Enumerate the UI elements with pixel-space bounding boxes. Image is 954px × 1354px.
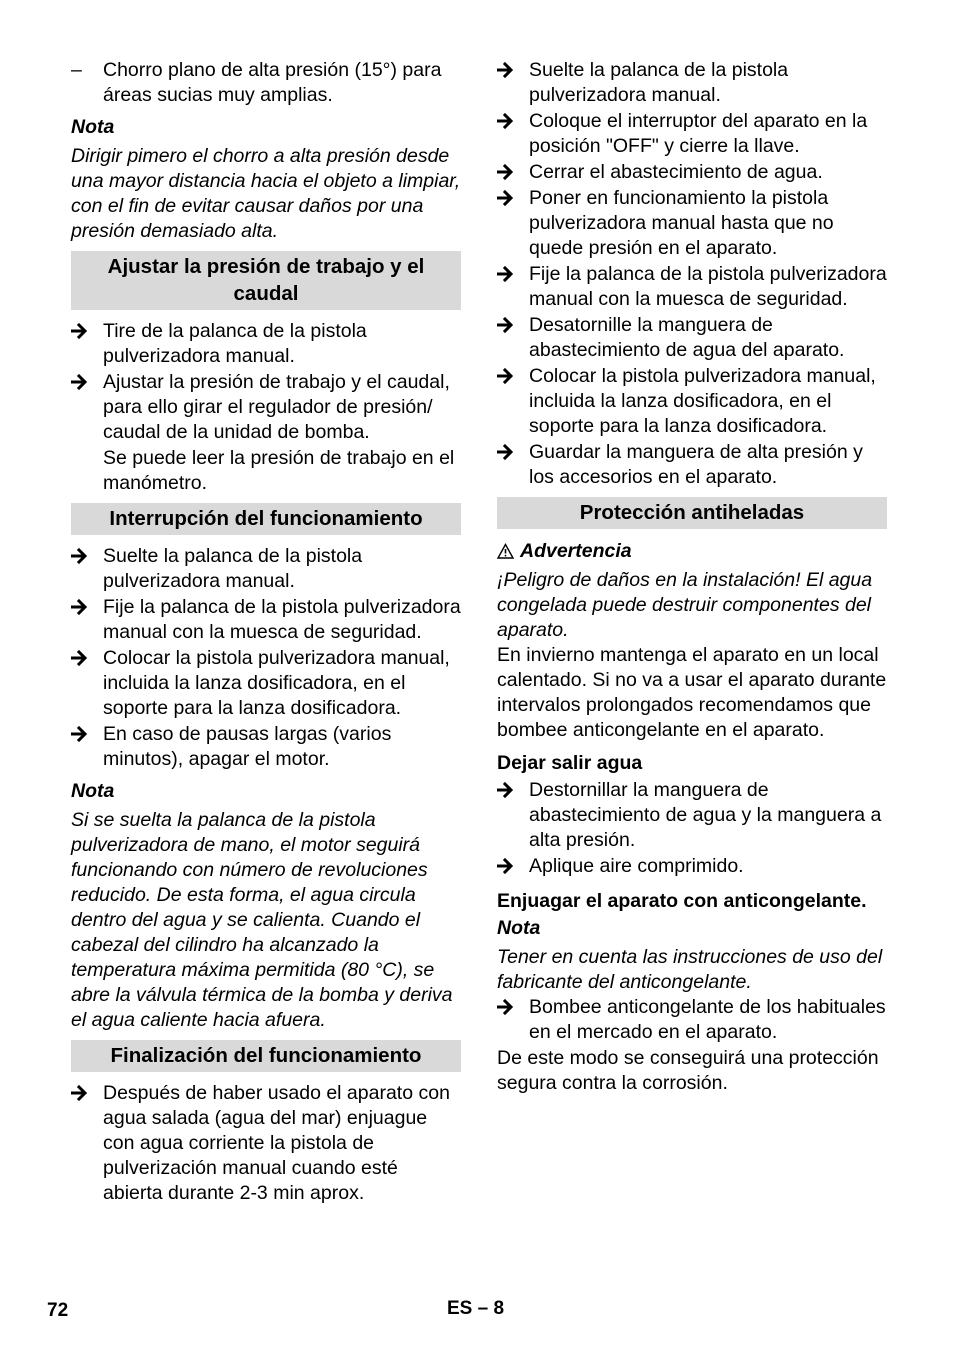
list-item-text: Tire de la palanca de la pistola pulverizadora manual. xyxy=(103,320,367,367)
subheading-antifreeze: Enjuagar el aparato con anticongelante. xyxy=(497,890,867,912)
arrow-right-icon xyxy=(497,186,525,206)
list-item xyxy=(71,544,461,594)
warning-triangle-icon xyxy=(497,540,520,562)
list-item xyxy=(71,1081,461,1206)
arrow-right-icon xyxy=(71,544,99,564)
list-item xyxy=(71,58,461,108)
note-text: Tener en cuenta las instrucciones de uso del fabricante del anticongelante. xyxy=(497,946,883,993)
arrow-right-icon xyxy=(71,1081,99,1101)
list-item xyxy=(497,364,887,439)
list-item xyxy=(71,722,461,772)
paragraph: Se puede leer la presión de trabajo en el manómetro. xyxy=(103,447,455,494)
interruption-steps xyxy=(71,544,461,772)
list-item-text: Colocar la pistola pulverizadora manual, incluida la lanza dosificadora, en el soporte para la lanza dosificadora. xyxy=(529,365,876,437)
drain-steps xyxy=(497,778,887,879)
note-text: Dirigir pimero el chorro a alta presión desde una mayor distancia hacia el objeto a limpiar, con el fin de evitar causar daños por una presión demasiado alta. xyxy=(71,145,461,242)
arrow-right-icon xyxy=(497,364,525,384)
list-item-text: Aplique aire comprimido. xyxy=(529,855,744,877)
list-item-text: En caso de pausas largas (varios minutos), apagar el motor. xyxy=(103,723,392,770)
list-item-text: Colocar la pistola pulverizadora manual, incluida la lanza dosificadora, en el soporte para la lanza dosificadora. xyxy=(103,647,450,719)
arrow-right-icon xyxy=(497,58,525,78)
list-item-text: Después de haber usado el aparato con agua salada (agua del mar) enjuague con agua corriente la pistola de pulverización manual cuando esté abierta durante 2-3 min aprox. xyxy=(103,1082,450,1204)
list-item-text: Suelte la palanca de la pistola pulverizadora manual. xyxy=(103,545,363,592)
arrow-right-icon xyxy=(497,440,525,460)
arrow-right-icon xyxy=(497,109,525,129)
warning-label xyxy=(497,539,887,564)
list-item-text: Coloque el interruptor del aparato en la posición "OFF" y cierre la llave. xyxy=(529,110,868,157)
list-item xyxy=(71,370,461,445)
shutdown-steps xyxy=(71,1081,461,1206)
arrow-right-icon xyxy=(497,778,525,798)
list-item xyxy=(71,646,461,721)
shutdown-steps-continued xyxy=(497,58,887,490)
list-item-text: Suelte la palanca de la pistola pulverizadora manual. xyxy=(529,59,789,106)
list-item-text: Chorro plano de alta presión (15°) para áreas sucias muy amplias. xyxy=(103,59,442,106)
arrow-right-icon xyxy=(71,722,99,742)
list-item-text: Fije la palanca de la pistola pulverizadora manual con la muesca de seguridad. xyxy=(529,263,887,310)
list-item-text: Guardar la manguera de alta presión y los accesorios en el aparato. xyxy=(529,441,863,488)
subheading-drain-water: Dejar salir agua xyxy=(497,752,643,774)
arrow-right-icon xyxy=(71,595,99,615)
language-page-label: ES – 8 xyxy=(447,1298,505,1319)
paragraph: En invierno mantenga el aparato en un local calentado. Si no va a usar el aparato durante intervalos prolongados recomendamos que bombee anticongelante en el aparato. xyxy=(497,644,887,741)
list-item xyxy=(497,58,887,108)
page-number: 72 xyxy=(47,1300,69,1321)
note-label: Nota xyxy=(71,116,115,138)
list-item xyxy=(497,778,887,853)
note-label: Nota xyxy=(497,917,541,939)
pressure-steps xyxy=(71,319,461,496)
list-item xyxy=(497,186,887,261)
right-column xyxy=(497,58,887,1096)
arrow-right-icon xyxy=(71,370,99,390)
arrow-right-icon xyxy=(497,262,525,282)
list-item xyxy=(497,313,887,363)
list-item-text: Cerrar el abastecimiento de agua. xyxy=(529,161,823,183)
section-heading-frost: Protección antiheladas xyxy=(497,497,887,529)
list-item xyxy=(497,109,887,159)
list-item xyxy=(497,440,887,490)
list-item xyxy=(497,160,887,185)
list-item-text: Poner en funcionamiento la pistola pulverizadora manual hasta que no quede presión en el aparato. xyxy=(529,187,834,259)
section-heading-interruption: Interrupción del funcionamiento xyxy=(71,503,461,535)
list-item xyxy=(71,319,461,369)
list-item-text: Desatornille la manguera de abastecimiento de agua del aparato. xyxy=(529,314,845,361)
list-item-text: Destornillar la manguera de abastecimiento de agua y la manguera a alta presión. xyxy=(529,779,882,851)
arrow-right-icon xyxy=(71,646,99,666)
note-label: Nota xyxy=(71,780,115,802)
list-item-text: Ajustar la presión de trabajo y el caudal, para ello girar el regulador de presión/ caudal de la unidad de bomba. xyxy=(103,371,450,443)
arrow-right-icon xyxy=(497,995,525,1015)
arrow-right-icon xyxy=(497,854,525,874)
arrow-right-icon xyxy=(497,313,525,333)
paragraph: De este modo se conseguirá una protección segura contra la corrosión. xyxy=(497,1047,879,1094)
list-item xyxy=(497,854,887,879)
list-item-text: Fije la palanca de la pistola pulverizadora manual con la muesca de seguridad. xyxy=(103,596,461,643)
list-item xyxy=(71,595,461,645)
antifreeze-steps xyxy=(497,995,887,1045)
section-heading-pressure: Ajustar la presión de trabajo y el caudal xyxy=(71,251,461,310)
list-item xyxy=(497,262,887,312)
dash-marker: – xyxy=(71,59,82,81)
section-heading-shutdown: Finalización del funcionamiento xyxy=(71,1040,461,1072)
list-item-text: Bombee anticongelante de los habituales en el mercado en el aparato. xyxy=(529,996,886,1043)
warning-text: ¡Peligro de daños en la instalación! El agua congelada puede destruir componentes del aparato. xyxy=(497,569,873,641)
note-text: Si se suelta la palanca de la pistola pulverizadora de mano, el motor seguirá funcionando con número de revoluciones reducido. De esta forma, el agua circula dentro del agua y se calienta. Cuando el cabezal del cilindro ha alcanzado la temperatura máxima permitida (80 °C), se abre la válvula térmica de la bomba y deriva el agua caliente hacia afuera. xyxy=(71,809,453,1031)
left-column xyxy=(71,58,461,1207)
arrow-right-icon xyxy=(497,160,525,180)
list-item xyxy=(497,995,887,1045)
arrow-right-icon xyxy=(71,319,99,339)
warning-label-text: Advertencia xyxy=(520,540,632,562)
